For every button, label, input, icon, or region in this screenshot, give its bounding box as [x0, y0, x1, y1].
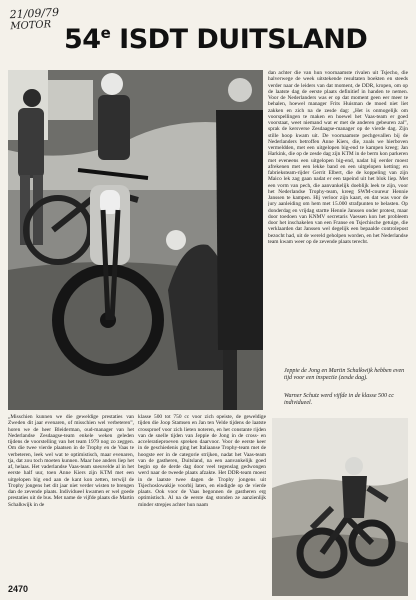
article-text-bottom-left: „Misschien kunnen we die geweldige prestaties van Zweden dit jaar evenaren, of misschien wel verbeteren”, horen we de heer Bleiderman, oud-manager van het Nederlandse Zesdaagse-team enkele weken geleden tijdens de voorstelling van het team 1979 nog zo zeggen. Om die twee vierde plaatsen in de Trophy en de Vaas te verbeteren, leek wel wat te optimistisch, maar evenaren, tja, dat zou toch moeten kunnen. Maar hoe anders liep het af, helaas. Het vaderlandse Vaas-team sneuvelde al in het eerste half uur, toen Anne Kiers zijn KTM met een uitgelopen big end aan de kant kon zetten, terwijl de Trophy jongens het dit jaar niet verder wisten te brengen dan de zevende plaats. Individueel kwamen er wel goede prestaties uit de bus. Met name de vijfde plaats die Martin Schalkwijk in de: [8, 414, 134, 508]
stamp-source: MOTOR: [10, 19, 52, 33]
stamp-date: 21/09/79: [9, 5, 60, 22]
page-title: [64, 24, 408, 55]
title-text: ISDT DUITSLAND: [119, 24, 368, 55]
article-text-bottom-middle: klasse 500 tot 750 cc voor zich opeiste, de geweldige tijden die Joop Stamsen en Jan ten Velde tijdens de laatste crossproef voor zich lieten noteren, en het constante rijden van de snelle tijden van Jeppie de Jong in de cross- en acceleratieproeven spreken daarvoor. Voor de eerste keer in de geschiedenis ging het Italiaanse Trophy-team met de hoogste eer in de categorie strijken, nadat het Vaas-team van de gastheren, Duitsland, na een aanvankelijk goed begin op de derde dag door veel tegenslag gedwongen werd naar de tweede plaats afzakte. Het DDR-team moest in de laatste twee dagen de Trophy jongens uit Tsjechoslowakije voorbij laten, en eindigde op de vierde plaats. Ook voor de Vaas begonnen de gastheren erg optimistisch. Al na de eerste dag stonden ze aanzienlijk minder strepjes achter hun naam: [138, 414, 266, 508]
title-suffix: e: [100, 24, 111, 42]
page-number: 2470: [8, 584, 29, 594]
article-column-bottom-middle: [138, 414, 266, 584]
rider-photo: [272, 418, 408, 596]
photo-caption-small: Warner Schutz werd vijfde in de klasse 500 cc individueel.: [284, 393, 394, 406]
riders-inspection-illustration: [8, 70, 263, 410]
article-text-right: dan achter die van hun voornaamste rivalen uit Tsjecho, die halverwege de week uitstekende resultaten boekten en steeds verder naar de leiders van dat moment, de DDR, kropen, om op de laatste dag de eerste plaats definitief in handen te nemen. Voor de Nederlanders was er op dat moment geen eer meer te behalen, hoewel manager Frits Huisman de moed niet liet zakken en zich na de zesde dag: „Het is onmogelijk om voorspellingen te maken en hoewel het Vaas-team er goed voorstaat, weet niemand wat er met de anderen gebeuren zal”, sprak de kersverse Zesdaagse-manager op de vierde dag. Zijn stille hoop kwam uit. De voornaamste pechgevallen bij de Nederlanders betroffen Anne Kiers, die, zoals we hierboven vermeldden, met een uitgelopen big-end te kampen kreeg; Jan Harkink, die op de zesde dag zijn KTM in de berm kon parkeren met eveneens een uitgelopen big-end, nadat hij eerder moest afrekenen met een lekke band en een uitgelopen ketting; en fabrieksteam-rijder Gerrit Elbert, die de koppeling van zijn Maico lek zag gaan nadat er een tapeind uit het blok liep. Met een vorm van pech, die aanvankelijk doeblijk leek te zijn, voor het Nederlandse Trophy-team, kreeg SWM-coureur Hennie Janssen te kampen. Hij verloor zijn kaart, en dat was voor de jury aanleiding om hem met 15.000 strafpunten te belasten. Op donderdag en vrijdag startte Hennie Janssen onder protest, maar door toedoen van KNMV secretaris Vaessen kon het probleem door het inschakelen van een Franse en Tsjechische getuige, die verklaarden dat Janssen wel degelijk een bepaalde controlepost bezocht had, uit de wereld geholpen worden, en het Nederlandse team kwam weer op de zevende plaats terecht.: [268, 70, 408, 245]
title-number: 54: [64, 24, 101, 55]
article-column-bottom-left: [8, 414, 134, 584]
article-column-right: [268, 70, 408, 346]
handwritten-date-stamp: [9, 7, 60, 33]
rider-on-bike-illustration: [272, 418, 408, 596]
main-photo: [8, 70, 263, 410]
photo-caption-main: Jeppie de Jong en Martin Schalkwijk hebben even tijd voor een inspectie (zesde dag).: [284, 368, 405, 381]
